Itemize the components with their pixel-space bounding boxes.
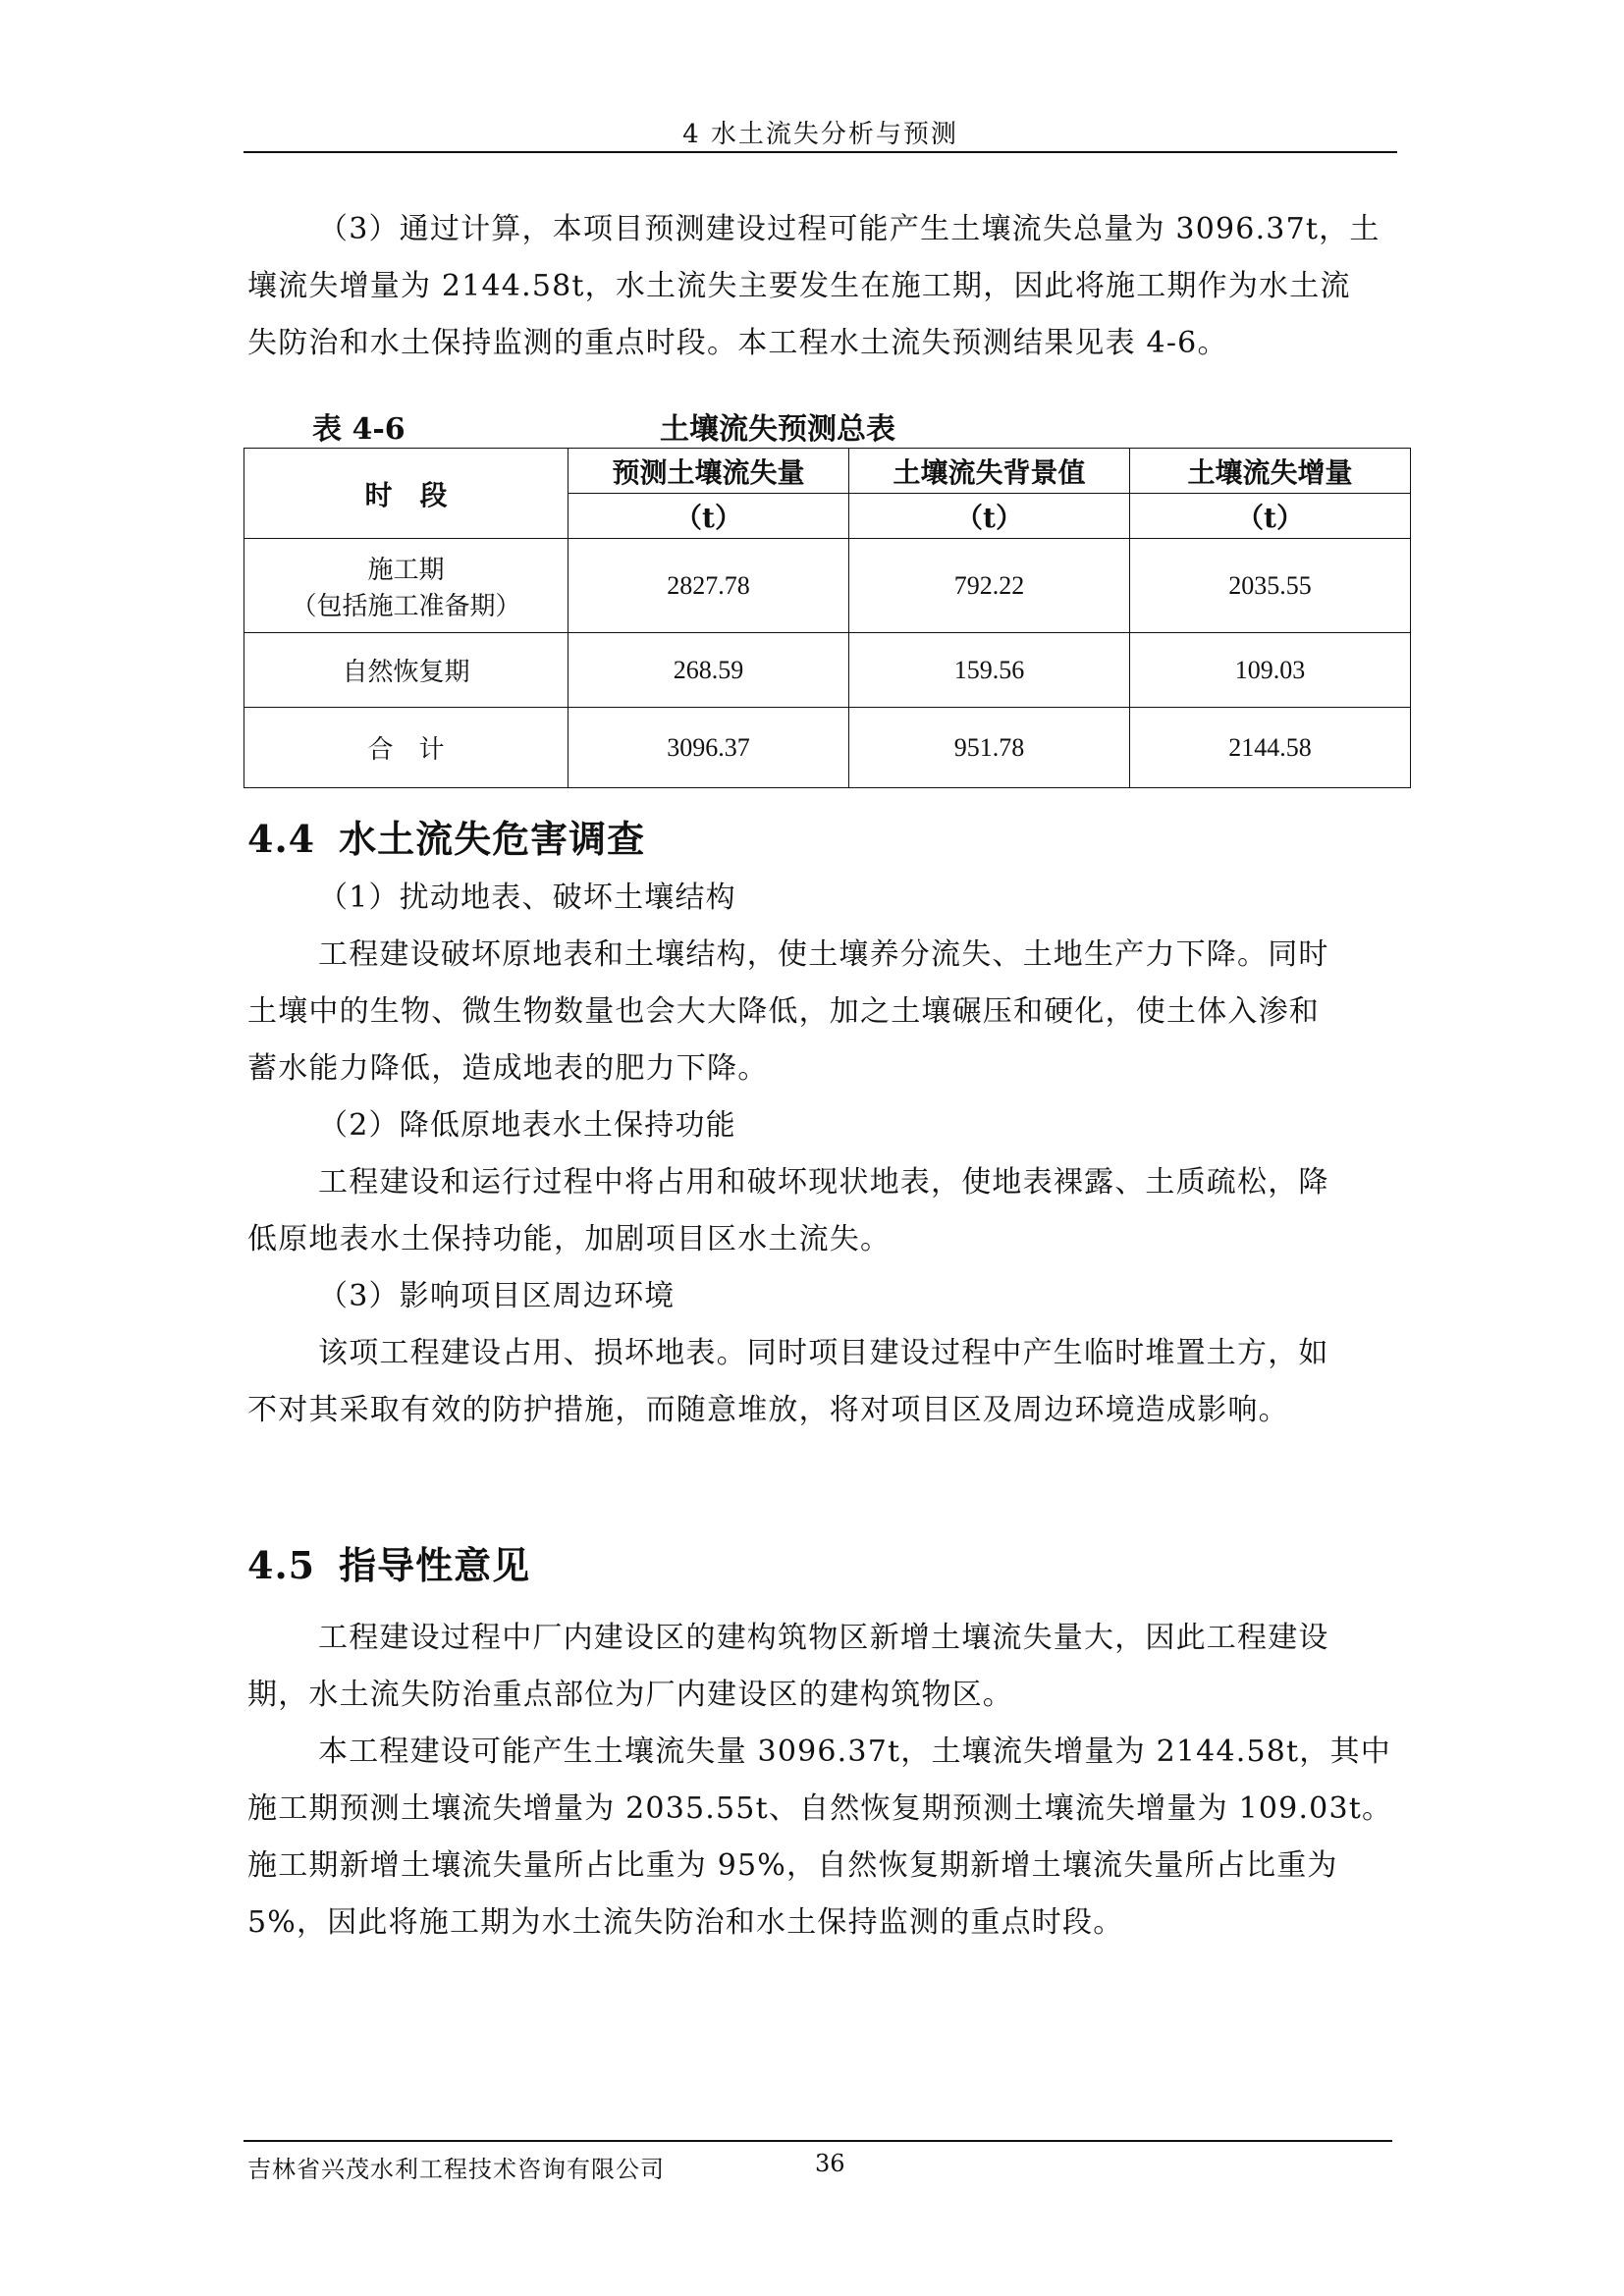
text-line: 低原地表水土保持功能，加剧项目区水土流失。 xyxy=(247,1222,892,1256)
text-line: 工程建设和运行过程中将占用和破坏现状地表，使地表裸露、土质疏松，降 xyxy=(318,1165,1329,1200)
background-loss-cell: 159.56 xyxy=(849,633,1130,708)
text-line: 工程建设破坏原地表和土壤结构，使土壤养分流失、土地生产力下降。同时 xyxy=(318,937,1329,972)
text-line: 期，水土流失防治重点部位为厂内建设区的建构筑物区。 xyxy=(247,1678,1013,1712)
text-line: 工程建设过程中厂内建设区的建构筑物区新增土壤流失量大，因此工程建设 xyxy=(318,1621,1329,1655)
loss-increment-cell: 109.03 xyxy=(1130,633,1411,708)
text-line: 施工期预测土壤流失增量为 2035.55t、自然恢复期预测土壤流失增量为 109.03t。 xyxy=(247,1791,1393,1826)
text-line: 不对其采取有效的防护措施，而随意堆放，将对项目区及周边环境造成影响。 xyxy=(247,1393,1289,1427)
text-line: 土壤中的生物、微生物数量也会大大降低，加之土壤碾压和硬化，使土体入渗和 xyxy=(247,994,1320,1029)
running-header: 4 水土流失分析与预测 xyxy=(682,120,958,149)
table-row xyxy=(244,633,1411,708)
background-loss-cell: 951.78 xyxy=(849,708,1130,788)
subsection-title: （1）扰动地表、破坏土壤结构 xyxy=(318,881,736,915)
subsection-title: （2）降低原地表水土保持功能 xyxy=(318,1108,736,1143)
background-loss-cell: 792.22 xyxy=(849,539,1130,633)
text-line: 5%，因此将施工期为水土流失防治和水土保持监测的重点时段。 xyxy=(247,1905,1124,1940)
text-line: 蓄水能力降低，造成地表的肥力下降。 xyxy=(247,1051,769,1086)
header-loss-increment: 土壤流失增量 xyxy=(1130,449,1411,494)
period-cell: 合 计 xyxy=(244,708,568,788)
header-rule xyxy=(244,151,1397,153)
loss-increment-cell: 2035.55 xyxy=(1130,539,1411,633)
section-number: 4.4 xyxy=(247,817,316,861)
text-line: 该项工程建设占用、损坏地表。同时项目建设过程中产生临时堆置土方，如 xyxy=(318,1336,1329,1370)
predicted-loss-cell: 268.59 xyxy=(568,633,849,708)
predicted-loss-cell: 2827.78 xyxy=(568,539,849,633)
text-line: 施工期新增土壤流失量所占比重为 95%，自然恢复期新增土壤流失量所占比重为 xyxy=(247,1848,1338,1883)
section-title: 指导性意见 xyxy=(339,1543,531,1587)
page-number: 36 xyxy=(815,2150,845,2177)
text-line: 壤流失增量为 2144.58t，水土流失主要发生在施工期，因此将施工期作为水土流 xyxy=(247,269,1351,303)
header-unit: （t） xyxy=(849,494,1130,539)
subsection-title: （3）影响项目区周边环境 xyxy=(318,1279,676,1313)
soil-loss-table xyxy=(244,448,1411,788)
header-predicted-loss: 预测土壤流失量 xyxy=(568,449,849,494)
header-period: 时 段 xyxy=(244,449,568,539)
text-line: （3）通过计算，本项目预测建设过程可能产生土壤流失总量为 3096.37t，土 xyxy=(318,212,1380,246)
section-number: 4.5 xyxy=(247,1543,316,1587)
table-title: 土壤流失预测总表 xyxy=(660,412,895,447)
period-sublabel: （包括施工准备期） xyxy=(291,591,521,621)
table-row xyxy=(244,539,1411,633)
loss-increment-cell: 2144.58 xyxy=(1130,708,1411,788)
table-number: 表 4-6 xyxy=(312,412,406,447)
text-line: 本工程建设可能产生土壤流失量 3096.37t，土壤流失增量为 2144.58t，其中 xyxy=(318,1735,1391,1769)
section-heading-4-4 xyxy=(247,809,645,863)
section-title: 水土流失危害调查 xyxy=(339,817,646,861)
footer-company: 吉林省兴茂水利工程技术咨询有限公司 xyxy=(247,2156,665,2183)
period-cell: 自然恢复期 xyxy=(244,633,568,708)
footer-rule xyxy=(244,2140,1392,2142)
predicted-loss-cell: 3096.37 xyxy=(568,708,849,788)
period-label: 施工期 xyxy=(367,555,445,585)
section-4-5-body xyxy=(247,1610,1396,1951)
table-row xyxy=(244,708,1411,788)
intro-paragraph xyxy=(247,201,1396,372)
header-unit: （t） xyxy=(568,494,849,539)
section-4-4-body xyxy=(247,870,1396,1439)
table-header-row xyxy=(244,449,1411,494)
section-heading-4-5 xyxy=(247,1535,530,1589)
text-line: 失防治和水土保持监测的重点时段。本工程水土流失预测结果见表 4-6。 xyxy=(247,326,1228,360)
period-cell xyxy=(244,539,568,633)
header-background-loss: 土壤流失背景值 xyxy=(849,449,1130,494)
header-unit: （t） xyxy=(1130,494,1411,539)
